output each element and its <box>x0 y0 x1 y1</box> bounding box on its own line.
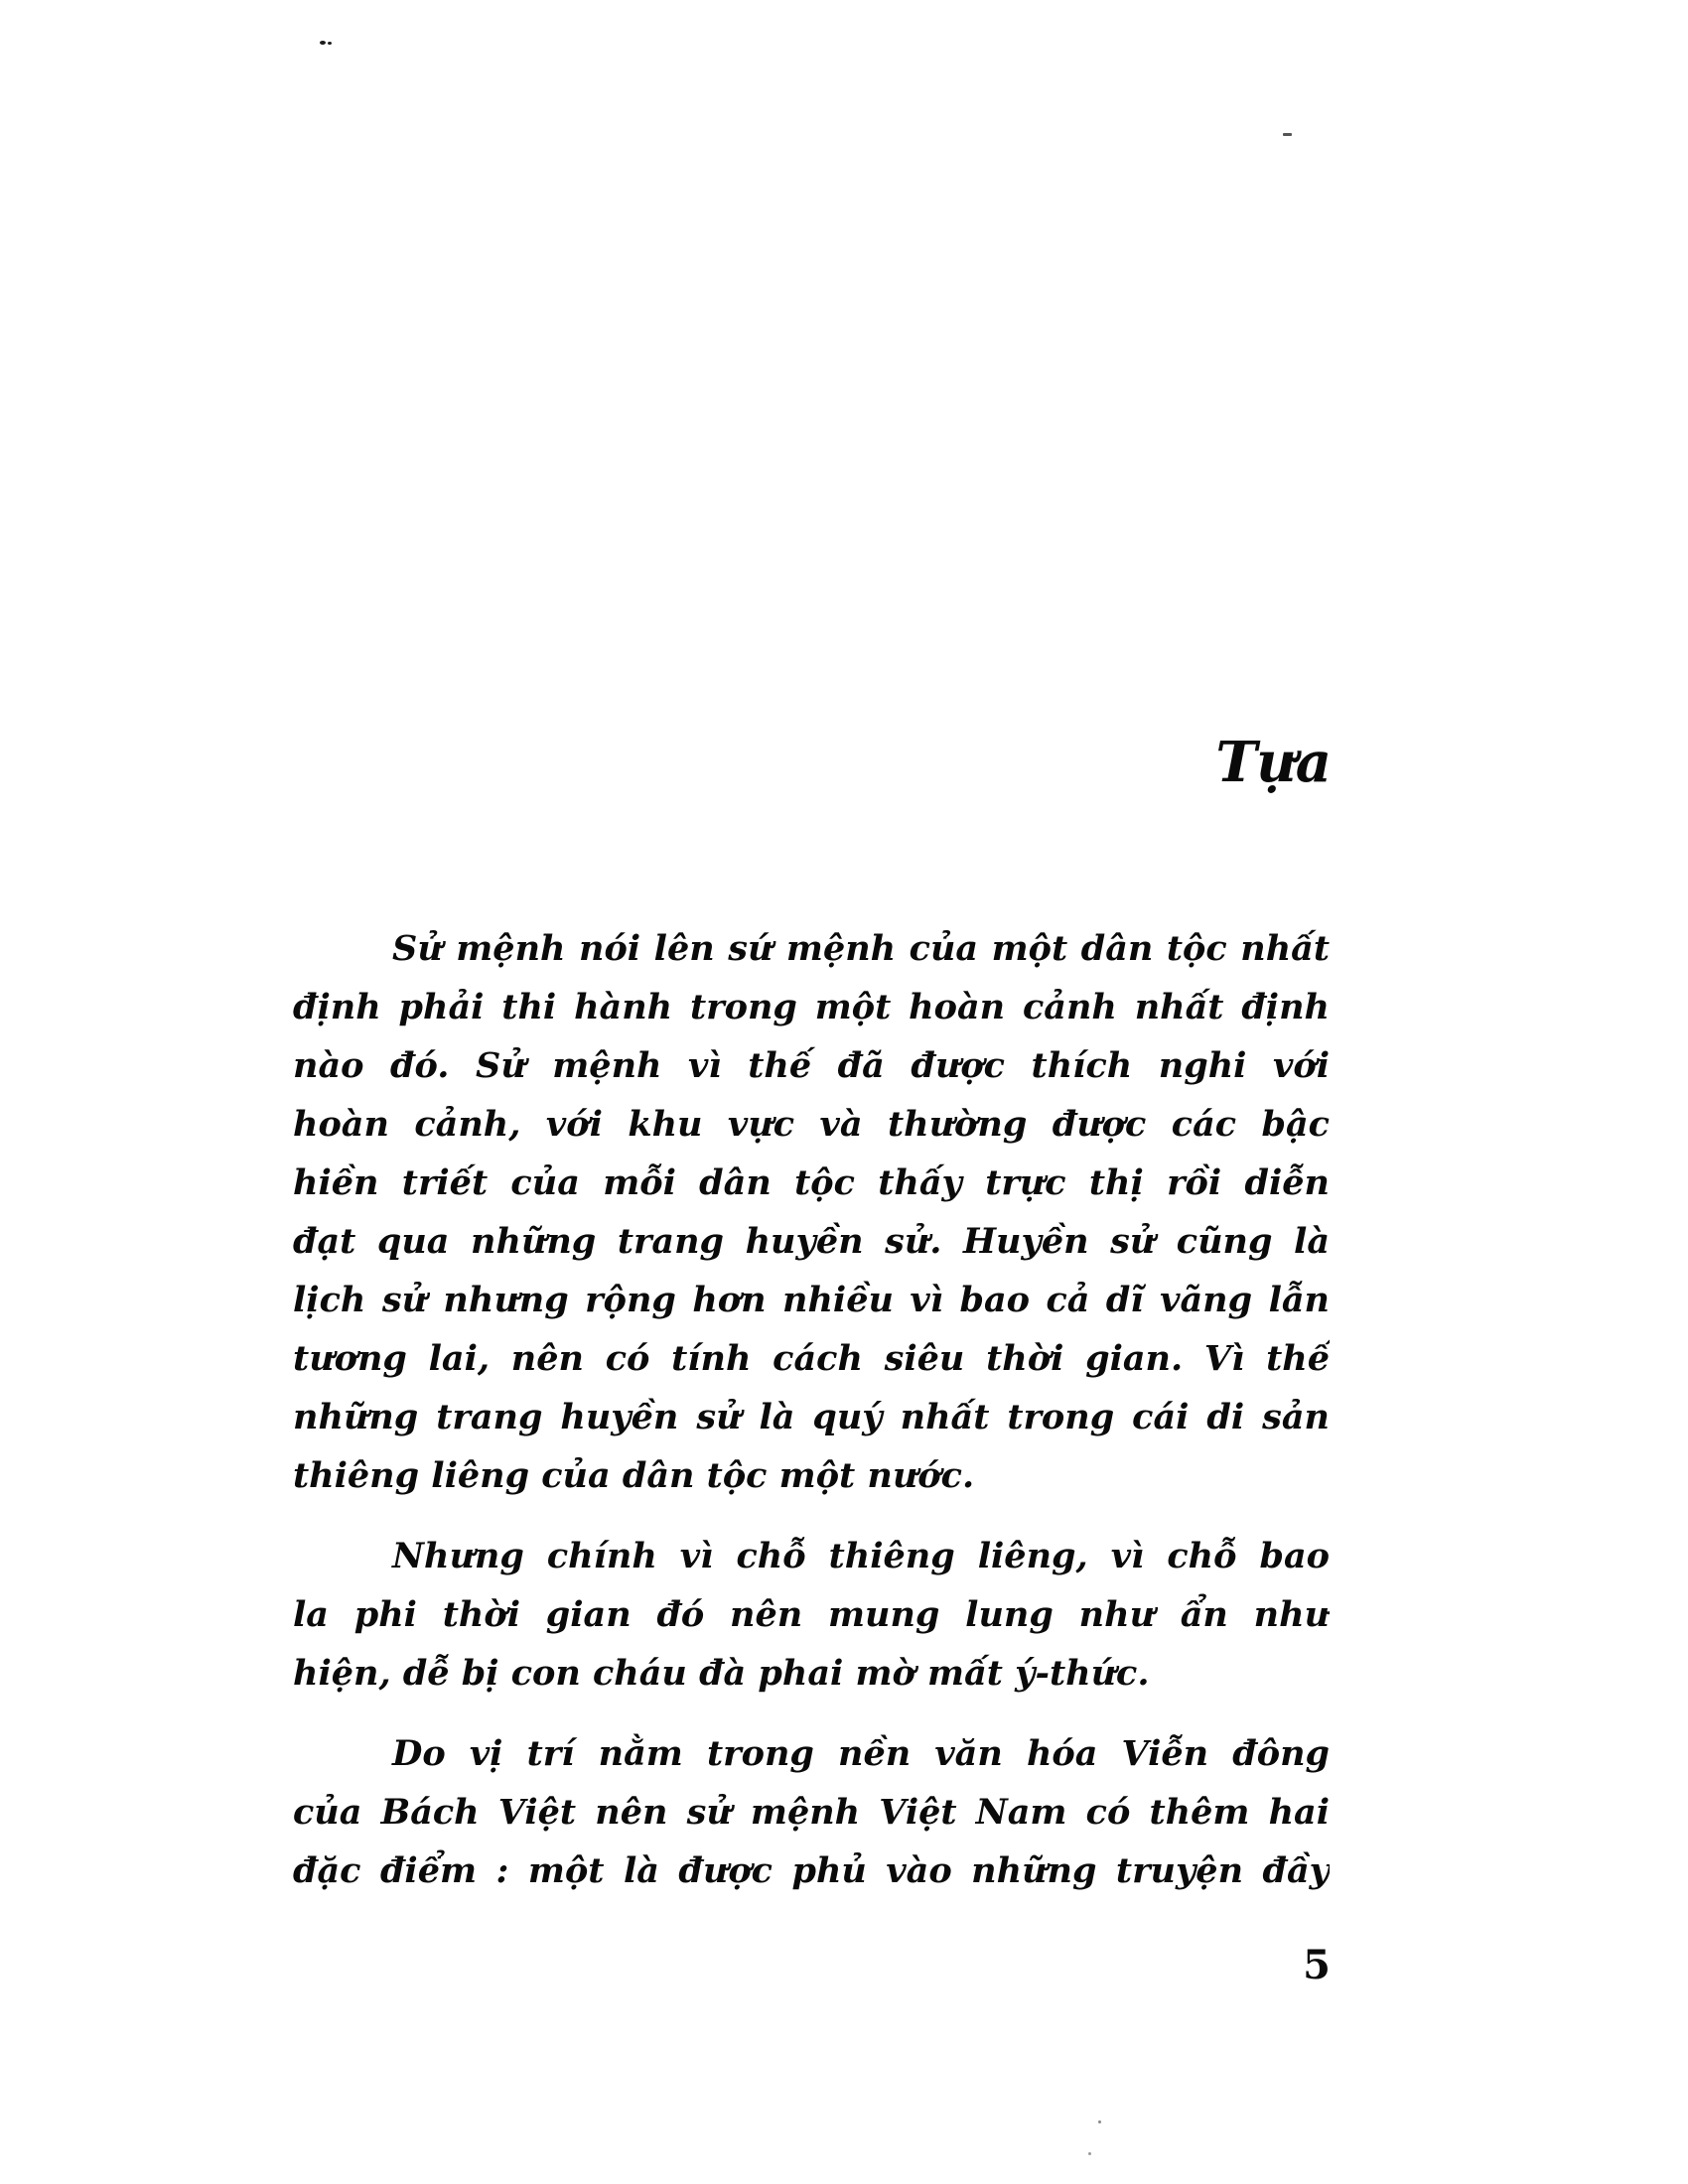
scan-speck <box>1283 133 1292 136</box>
chapter-heading: Tựa <box>1215 730 1331 795</box>
text-line: Do vị trí nằm trong nền văn hóa Viễn đông <box>392 1733 1330 1774</box>
paragraph-2 <box>293 1527 1330 1703</box>
text-line: tương lai, nên có tính cách siêu thời gian. Vì thế <box>293 1338 1330 1379</box>
text-line: những trang huyền sử là quý nhất trong cái di sản <box>293 1397 1330 1437</box>
text-line: nào đó. Sử mệnh vì thế đã được thích nghi với <box>293 1045 1330 1086</box>
scan-speck <box>1098 2120 1101 2123</box>
text-line: thiêng liêng của dân tộc một nước. <box>293 1455 975 1496</box>
scan-speck <box>320 41 326 45</box>
text-line: Nhưng chính vì chỗ thiêng liêng, vì chỗ bao <box>392 1536 1330 1576</box>
text-line: hiền triết của mỗi dân tộc thấy trực thị rồi diễn <box>293 1162 1330 1203</box>
scan-speck <box>1088 2152 1091 2155</box>
text-line: đặc điểm : một là được phủ vào những truyện đầy <box>293 1850 1330 1891</box>
text-line: lịch sử nhưng rộng hơn nhiều vì bao cả dĩ vãng lẫn <box>293 1280 1330 1320</box>
text-line: đạt qua những trang huyền sử. Huyền sử cũng là <box>293 1221 1330 1262</box>
paragraph-3 <box>293 1724 1330 1900</box>
text-line: hiện, dễ bị con cháu đà phai mờ mất ý-thức. <box>293 1653 1150 1694</box>
scan-speck <box>328 42 332 45</box>
text-line: định phải thi hành trong một hoàn cảnh nhất định <box>293 987 1330 1027</box>
page-number: 5 <box>1303 1942 1331 1988</box>
text-line: la phi thời gian đó nên mung lung như ẩn như <box>293 1594 1330 1635</box>
text-line: của Bách Việt nên sử mệnh Việt Nam có thêm hai <box>293 1792 1330 1833</box>
text-line: Sử mệnh nói lên sứ mệnh của một dân tộc nhất <box>392 928 1330 969</box>
body-text <box>293 919 1330 1922</box>
text-line: hoàn cảnh, với khu vực và thường được các bậc <box>293 1104 1330 1145</box>
paragraph-1 <box>293 919 1330 1505</box>
